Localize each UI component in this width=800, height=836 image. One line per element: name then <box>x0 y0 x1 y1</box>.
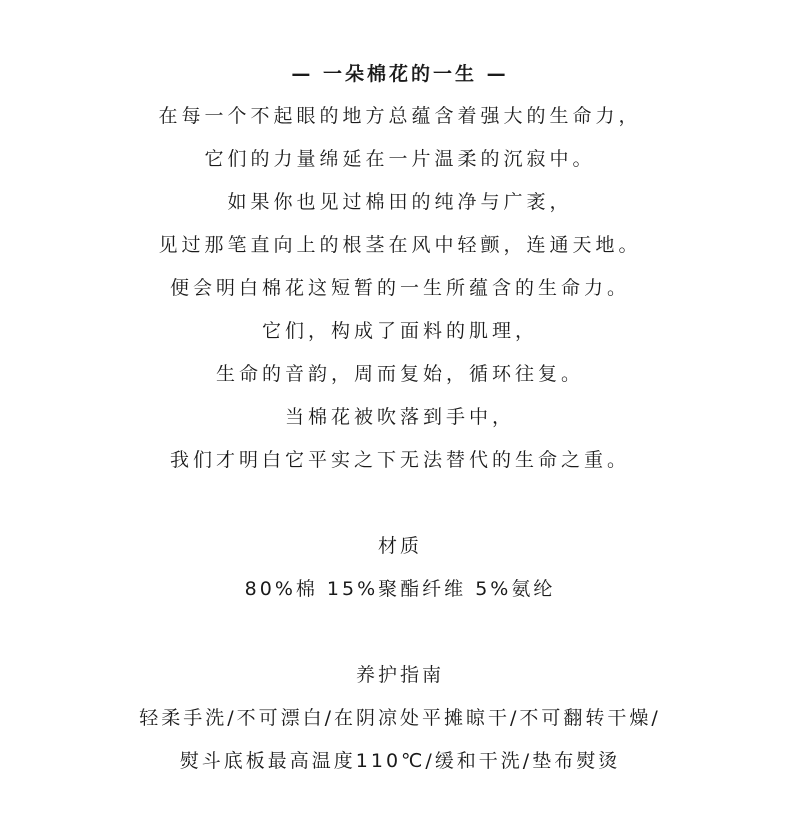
care-heading: 养护指南 <box>355 664 444 686</box>
poem-line: 如果你也见过棉田的纯净与广袤， <box>227 191 573 213</box>
poem-title: — 一朵棉花的一生 — <box>291 63 509 85</box>
poem-line: 我们才明白它平实之下无法替代的生命之重。 <box>169 449 630 471</box>
material-value: 80%棉 15%聚酯纤维 5%氨纶 <box>244 578 556 600</box>
poem-line: 当棉花被吹落到手中， <box>284 406 515 428</box>
poem-line: 便会明白棉花这短暂的一生所蕴含的生命力。 <box>169 277 630 299</box>
material-heading: 材质 <box>377 535 422 557</box>
poem-line: 它们，构成了面料的肌理， <box>261 320 538 342</box>
poem-line: 在每一个不起眼的地方总蕴含着强大的生命力， <box>158 105 642 127</box>
poem-line: 它们的力量绵延在一片温柔的沉寂中。 <box>204 148 596 170</box>
care-line: 熨斗底板最高温度110℃/缓和干洗/垫布熨烫 <box>179 750 621 772</box>
poem-line: 见过那笔直向上的根茎在风中轻颤，连通天地。 <box>158 234 642 256</box>
poem-line: 生命的音韵，周而复始，循环往复。 <box>215 363 584 385</box>
care-line: 轻柔手洗/不可漂白/在阴凉处平摊晾干/不可翻转干燥/ <box>139 707 661 729</box>
